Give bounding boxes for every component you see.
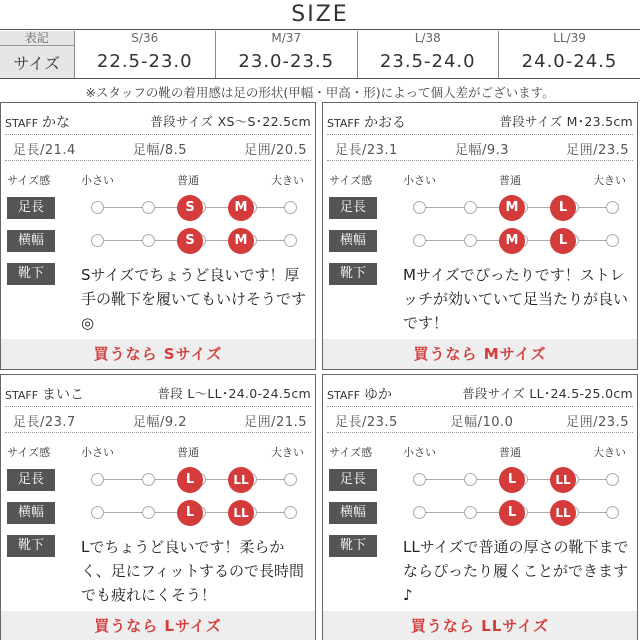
usual-size: 普段サイズ XS〜S･22.5cm bbox=[150, 114, 311, 129]
size-marker: S bbox=[177, 228, 203, 254]
staff-header bbox=[327, 112, 633, 130]
scale-normal-label: 普通 bbox=[499, 446, 521, 459]
foot-width: 足幅/9.3 bbox=[454, 143, 510, 158]
size-marker: LL bbox=[550, 467, 576, 493]
buy-recommendation: 買うなら Lサイズ bbox=[1, 611, 315, 640]
length-scale-row bbox=[329, 195, 631, 221]
row-label: 足長 bbox=[7, 469, 55, 491]
scale-dot bbox=[91, 473, 104, 486]
size-table-size-row bbox=[0, 46, 640, 79]
length-scale-row bbox=[7, 467, 309, 493]
foot-length: 足長/21.4 bbox=[13, 143, 76, 158]
buy-recommendation: 買うなら LLサイズ bbox=[323, 611, 637, 640]
scale-large-label: 大きい bbox=[271, 174, 304, 187]
staff-label: STAFF bbox=[327, 117, 361, 130]
foot-length: 足長/23.7 bbox=[13, 415, 76, 430]
foot-length: 足長/23.5 bbox=[335, 415, 398, 430]
fit-note: ※スタッフの靴の着用感は足の形状(甲幅・甲高・形)によって個人差がございます。 bbox=[85, 85, 555, 100]
size-marker: LL bbox=[228, 467, 254, 493]
width-scale-row bbox=[329, 500, 631, 526]
staff-name: ゆか bbox=[364, 387, 393, 402]
staff-header bbox=[5, 112, 311, 130]
usual-size: 普段サイズ LL･24.5-25.0cm bbox=[462, 386, 633, 401]
size-feel-label: サイズ感 bbox=[329, 174, 373, 187]
notation-cell: M/37 bbox=[216, 31, 358, 46]
row-label: 靴下 bbox=[329, 263, 377, 285]
row-label: 足長 bbox=[7, 197, 55, 219]
foot-width: 足幅/10.0 bbox=[450, 415, 514, 430]
foot-girth: 足囲/20.5 bbox=[244, 143, 307, 158]
foot-width: 足幅/8.5 bbox=[132, 143, 188, 158]
scale-dot bbox=[284, 506, 297, 519]
foot-measurements bbox=[335, 139, 629, 157]
staff-comment: Lでちょうど良いです！柔らかく、足にフィットするので長時間でも疲れにくそう！ bbox=[81, 538, 305, 604]
scale-small-label: 小さい bbox=[81, 174, 114, 187]
staff-comment: LLサイズで普通の厚さの靴下までならぴったり履くことができます♪ bbox=[403, 538, 629, 604]
size-cell: 23.5-24.0 bbox=[357, 46, 499, 79]
scale-dot bbox=[284, 473, 297, 486]
row-label: 足長 bbox=[329, 197, 377, 219]
foot-length: 足長/23.1 bbox=[335, 143, 398, 158]
measure-divider bbox=[327, 432, 633, 433]
staff-panel bbox=[0, 102, 316, 370]
size-table-header-label: 表記 bbox=[0, 31, 74, 46]
staff-name: かな bbox=[42, 115, 71, 130]
size-feel-label: サイズ感 bbox=[329, 446, 373, 459]
size-table-header-row bbox=[0, 31, 640, 46]
scale-large-label: 大きい bbox=[593, 446, 626, 459]
foot-measurements bbox=[13, 139, 307, 157]
header-divider bbox=[327, 134, 633, 135]
size-marker: L bbox=[499, 500, 525, 526]
title-divider bbox=[0, 29, 640, 30]
size-cell: 22.5-23.0 bbox=[74, 46, 216, 79]
measure-divider bbox=[5, 160, 311, 161]
scale-dot bbox=[464, 473, 477, 486]
header-divider bbox=[327, 406, 633, 407]
staff-name: まいこ bbox=[42, 387, 85, 402]
size-marker: LL bbox=[550, 500, 576, 526]
scale-small-label: 小さい bbox=[403, 174, 436, 187]
size-table-row-label: サイズ bbox=[0, 46, 74, 79]
row-label: 横幅 bbox=[329, 230, 377, 252]
scale-dot bbox=[284, 201, 297, 214]
width-scale-row bbox=[7, 500, 309, 526]
length-scale-row bbox=[329, 467, 631, 493]
staff-panel bbox=[0, 374, 316, 640]
size-cell: 24.0-24.5 bbox=[499, 46, 640, 79]
row-label: 横幅 bbox=[7, 230, 55, 252]
length-scale-row bbox=[7, 195, 309, 221]
row-label: 横幅 bbox=[329, 502, 377, 524]
scale-dot bbox=[606, 473, 619, 486]
staff-panel bbox=[322, 102, 638, 370]
size-marker: L bbox=[177, 500, 203, 526]
scale-small-label: 小さい bbox=[403, 446, 436, 459]
scale-dot bbox=[91, 234, 104, 247]
row-label: 足長 bbox=[329, 469, 377, 491]
staff-comment: Sサイズでちょうど良いです！厚手の靴下を履いてもいけそうです◎ bbox=[81, 266, 307, 332]
notation-cell: L/38 bbox=[357, 31, 499, 46]
header-divider bbox=[5, 406, 311, 407]
size-marker: M bbox=[499, 195, 525, 221]
size-marker: M bbox=[499, 228, 525, 254]
scale-normal-label: 普通 bbox=[177, 174, 199, 187]
staff-panel bbox=[322, 374, 638, 640]
staff-comment: Mサイズでぴったりです！ストレッチが効いていて足当たりが良いです！ bbox=[403, 266, 629, 332]
usual-size: 普段 L〜LL･24.0-24.5cm bbox=[157, 386, 311, 401]
scale-dot bbox=[413, 473, 426, 486]
scale-small-label: 小さい bbox=[81, 446, 114, 459]
notation-cell: S/36 bbox=[74, 31, 216, 46]
notation-cell: LL/39 bbox=[499, 31, 640, 46]
header-divider bbox=[5, 134, 311, 135]
size-marker: L bbox=[550, 195, 576, 221]
size-cell: 23.0-23.5 bbox=[216, 46, 358, 79]
staff-name: かおる bbox=[364, 115, 407, 130]
buy-recommendation: 買うなら Mサイズ bbox=[323, 339, 637, 369]
size-marker: L bbox=[177, 467, 203, 493]
size-marker: LL bbox=[228, 500, 254, 526]
scale-dot bbox=[413, 201, 426, 214]
scale-dot bbox=[413, 234, 426, 247]
size-marker: L bbox=[550, 228, 576, 254]
width-scale-row bbox=[7, 228, 309, 254]
scale-dot bbox=[413, 506, 426, 519]
row-label: 靴下 bbox=[7, 535, 55, 557]
staff-label: STAFF bbox=[327, 389, 361, 402]
size-marker: M bbox=[228, 228, 254, 254]
scale-dot bbox=[91, 506, 104, 519]
staff-label: STAFF bbox=[5, 117, 39, 130]
size-table bbox=[0, 31, 640, 79]
scale-dot bbox=[91, 201, 104, 214]
foot-girth: 足囲/23.5 bbox=[566, 143, 629, 158]
row-label: 靴下 bbox=[7, 263, 55, 285]
row-label: 横幅 bbox=[7, 502, 55, 524]
scale-normal-label: 普通 bbox=[499, 174, 521, 187]
scale-dot bbox=[284, 234, 297, 247]
staff-header bbox=[5, 384, 311, 402]
staff-label: STAFF bbox=[5, 389, 39, 402]
scale-dot bbox=[606, 201, 619, 214]
scale-dot bbox=[142, 234, 155, 247]
width-scale-row bbox=[329, 228, 631, 254]
size-marker: S bbox=[177, 195, 203, 221]
foot-width: 足幅/9.2 bbox=[132, 415, 188, 430]
scale-dot bbox=[142, 201, 155, 214]
foot-measurements bbox=[13, 411, 307, 429]
row-label: 靴下 bbox=[329, 535, 377, 557]
measure-divider bbox=[5, 432, 311, 433]
size-feel-label: サイズ感 bbox=[7, 446, 51, 459]
size-marker: L bbox=[499, 467, 525, 493]
scale-dot bbox=[464, 234, 477, 247]
scale-large-label: 大きい bbox=[593, 174, 626, 187]
foot-girth: 足囲/23.5 bbox=[566, 415, 629, 430]
scale-dot bbox=[464, 201, 477, 214]
foot-measurements bbox=[335, 411, 629, 429]
scale-dot bbox=[142, 506, 155, 519]
usual-size: 普段サイズ M･23.5cm bbox=[499, 114, 633, 129]
buy-recommendation: 買うなら Sサイズ bbox=[1, 339, 315, 369]
size-feel-label: サイズ感 bbox=[7, 174, 51, 187]
scale-dot bbox=[606, 234, 619, 247]
size-marker: M bbox=[228, 195, 254, 221]
scale-dot bbox=[606, 506, 619, 519]
scale-normal-label: 普通 bbox=[177, 446, 199, 459]
measure-divider bbox=[327, 160, 633, 161]
page-title: SIZE bbox=[291, 2, 349, 27]
scale-dot bbox=[464, 506, 477, 519]
scale-large-label: 大きい bbox=[271, 446, 304, 459]
foot-girth: 足囲/21.5 bbox=[244, 415, 307, 430]
scale-dot bbox=[142, 473, 155, 486]
staff-header bbox=[327, 384, 633, 402]
